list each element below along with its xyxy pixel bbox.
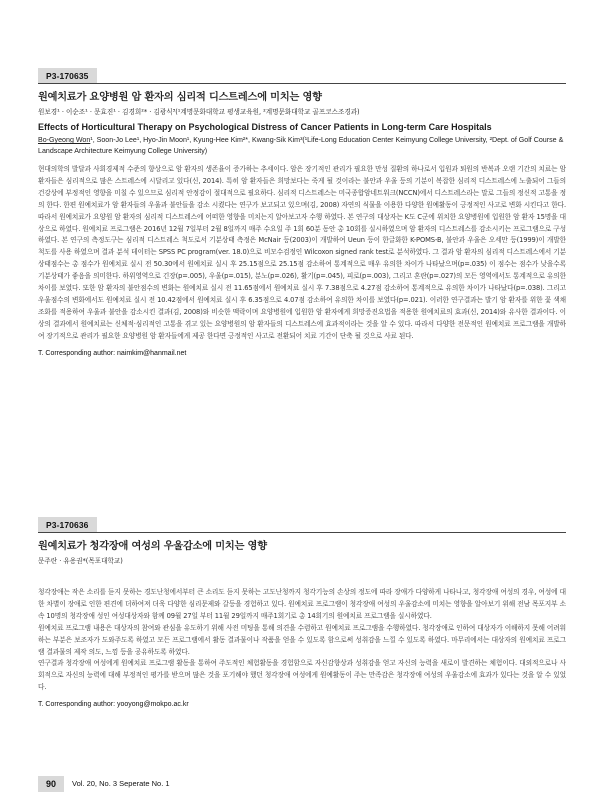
other-authors: ¹, Soon-Jo Lee¹, Hyo-Jin Moon¹, Kyung-Hee Kim²*, Kwang-Sik Kim³(¹Life-Long Education Center Keimyung College University, ²Dept. of Golf Course & Landscape Architecture Keimyung College University)	[38, 136, 564, 155]
korean-authors: 원보경¹ · 이순조¹ · 문효진¹ · 김경희²* · 김광식³(¹계명문화대학교 평생교육원, ²계명문화대학교 골프코스조경과)	[38, 108, 360, 116]
body-paragraph: 현대의학의 발달과 사회경제적 수준의 향상으로 암 환자의 생존율이 증가하는 추세이다. 암은 장기적인 관리가 필요한 만성 질환의 하나로서 입원과 퇴원의 반복과 오랜 기간의 치료는 암 환자들은 심리적으로 많은 스트레스에 시달리고 있다(신, 2014). 특히 암 환자들은 희망보다는 죽게 될 것이라는 불안과 우울 등의 기분이 복잡한 심리적 디스트레스에 노출되어 그들의 건강상에 부정적인 영향을 미칠 수 있으므로 심리적 안정감이 절대적으로 필요하다. 심리적 디스트레스는 미국종합암네트워크(NCCN)에서 디스트레스라는 말로 그들의 정신적 고통을 정의 한다. 한편 원예치료가 암 환자들의 우울과 불안들을 감소 시켰다는 연구가 보고되고 있으며(김, 2008) 자연의 식물을 이용한 다양한 원예활동이 긍정적인 사고로 변화 시킨다고 한다. 따라서 원예치료가 요양원 암 환자의 심리적 디스트레스에 어떠한 영향을 미치는지 알아보고자 수행 하였다. 본 연구의 대상자는 K도 C군에 위치한 요양병원에 입원한 암 환자 15명을 대상으로 하였다. 원예치료 프로그램은 2016년 12월 7일부터 2월 8일까지 매주 수요일 주 1회 60분 동안 총 10회를 실시하였으며 암 환자의 디스트레스를 감소시키는 프로그램으로 구성하였다. 본 연구의 측정도구는 심리적 디스트레스 척도로서 기분상태 측정은 McNair 등(2003)이 개발하여 Ueun 등이 한글화한 K-POMS-B, 불안과 우울은 오세만 등(1999)이 개발한 척도를 사용 하였으며 결과 분석 데이터는 SPSS PC program(ver. 18.0)으로 비모수검정인 Wilcoxon signed rank test로 분석하였다. 그 결과 암 환자의 심리적 디스트레스에서 기분상태점수는 총 점수가 원예치료 실시 전 50.30에서 원예치료 실시 후 25.15점으로 25.15점 감소하여 통계적으로 매우 유의한 차이가 나타났으며(p=.035) 이 점수는 점수가 낮을수록 기분상태가 좋음을 의미한다. 하위영역으로 긴장(p=.005), 우울(p=.015), 분노(p=.026), 활기(p=.045), 피로(p=.003), 그리고 혼란(p=.027)의 모든 영역에서도 통계적으로 유의한 차이를 보였다. 또한 암 환자의 불안점수의 변화는 원예치료 실시 전 11.65점에서 원예치료 실시 후 7.38점으로 4.27점 감소하여 통계적으로 유의한 차이가 나타났다(p=.038). 그리고 우울점수의 변화에서도 원예치료 실시 전 10.42점에서 원예치료 실시 후 6.35점으로 4.07점 감소하여 유의한 차이를 보였다(p=.021). 이러한 연구결과는 발기 암 환자를 위한 꽃 색채조화를 적용하여 우울과 불안을 감소시킨 결과(김, 2008)와 비슷한 맥락이며 요양병원에 입원한 암 환자에게 희망증진요법을 적용한 원예치료의 효과(신, 2014)와 유사한 결과이다. 이상의 결과에서 원예치료는 신체적·심리적인 고통을 겪고 있는 요양병원의 암 환자들의 디스트레스에 효과적이라는 것을 알 수 있다. 따라서 다양한 전문적인 원예치료 프로그램을 개발하여 장기적으로 관리가 필요한 요양병원 암 환자들에게 제공 한다면 긍정적인 사고로 전환되어 치료 기간이 단축 될 것으로 사료 된다.	[38, 165, 566, 340]
korean-title: 원예치료가 청각장애 여성의 우울감소에 미치는 영향	[38, 541, 267, 552]
journal-info: Vol. 20, No. 3 Seperate No. 1	[72, 779, 170, 788]
abstract-id-badge: P3-170636	[38, 517, 97, 532]
divider	[38, 532, 566, 533]
body-paragraph: 연구결과 청각장애 여성에게 원예치료 프로그램 활동을 통하여 주도적인 체험활동을 경험함으로 자신감향상과 성취감을 얻고 자신의 능력을 새로이 발견하는 체험이다. 대외적으로나 사회적으로 자신의 능력에 대해 부정적인 평가를 받으며 많은 것을 포기해야 했던 청각장애 여성에게 원예활동이 주는 만족감은 청각장애 여성의 우울감소에 효과가 있다는 것을 알 수 있었다.	[38, 659, 566, 692]
page-footer	[38, 776, 566, 792]
korean-title: 원예치료가 요양병원 암 환자의 심리적 디스트레스에 미치는 영향	[38, 92, 322, 103]
abstract-id-badge: P3-170635	[38, 68, 97, 83]
abstract-body	[38, 164, 566, 343]
abstract-body	[38, 587, 566, 694]
korean-authors: 문주란 · 유용권*(목포대학교)	[38, 557, 123, 565]
corresponding-author: T. Corresponding author: naimkim@hanmail.net	[38, 349, 187, 357]
abstract-p3-170635	[38, 64, 566, 357]
english-authors	[38, 135, 566, 156]
first-author: Bo-Gyeong Won	[38, 136, 91, 144]
english-title: Effects of Horticultural Therapy on Psychological Distress of Cancer Patients in Long-term Care Hospitals	[38, 122, 492, 132]
page-number: 90	[38, 776, 64, 792]
body-paragraph: 원예치료 프로그램 내용은 대상자의 참여와 관심을 유도하기 위해 사전 미팅을 통해 의견을 수렴하고 원예치료 프로그램을 수행하였다. 청각장애로 인하여 대상자가 이해하지 못해 어려워하는 부분은 보조자가 도와주도록 하였고 모든 프로그램에서 활동 결과물이나 작품을 얻을 수 있도록 함으로써 성취감을 느낄 수 있도록 하였다. 마무리에서는 대상자의 원예치료 프로그램 결과물의 제작 의도, 느낌 등을 공유하도록 하였다.	[38, 623, 566, 656]
body-paragraph: 청각장애는 작은 소리를 듣지 못하는 경도난청에서부터 큰 소리도 듣지 못하는 고도난청까지 청각기능의 손상의 정도에 따라 장애가 다양하게 나타나고, 청각장애 여성의 경우, 여성에 대한 차별이 장애로 인한 편견에 더하여져 더욱 다양한 심리문제와 갈등을 경험하고 있다. 원예치료 프로그램이 청각장애 여성의 우울감소에 미치는 영향을 알아보기 위해 전남 목포지부 소속 10명의 청각장애 성인 여성대상자와 함께 09월 27일 부터 11월 29일까지 매주1회기로 총 14회기의 원예치료 프로그램을 실시하였다.	[38, 588, 566, 620]
abstract-p3-170636	[38, 513, 566, 708]
corresponding-author: T. Corresponding author: yooyong@mokpo.ac.kr	[38, 701, 189, 709]
divider	[38, 83, 566, 84]
